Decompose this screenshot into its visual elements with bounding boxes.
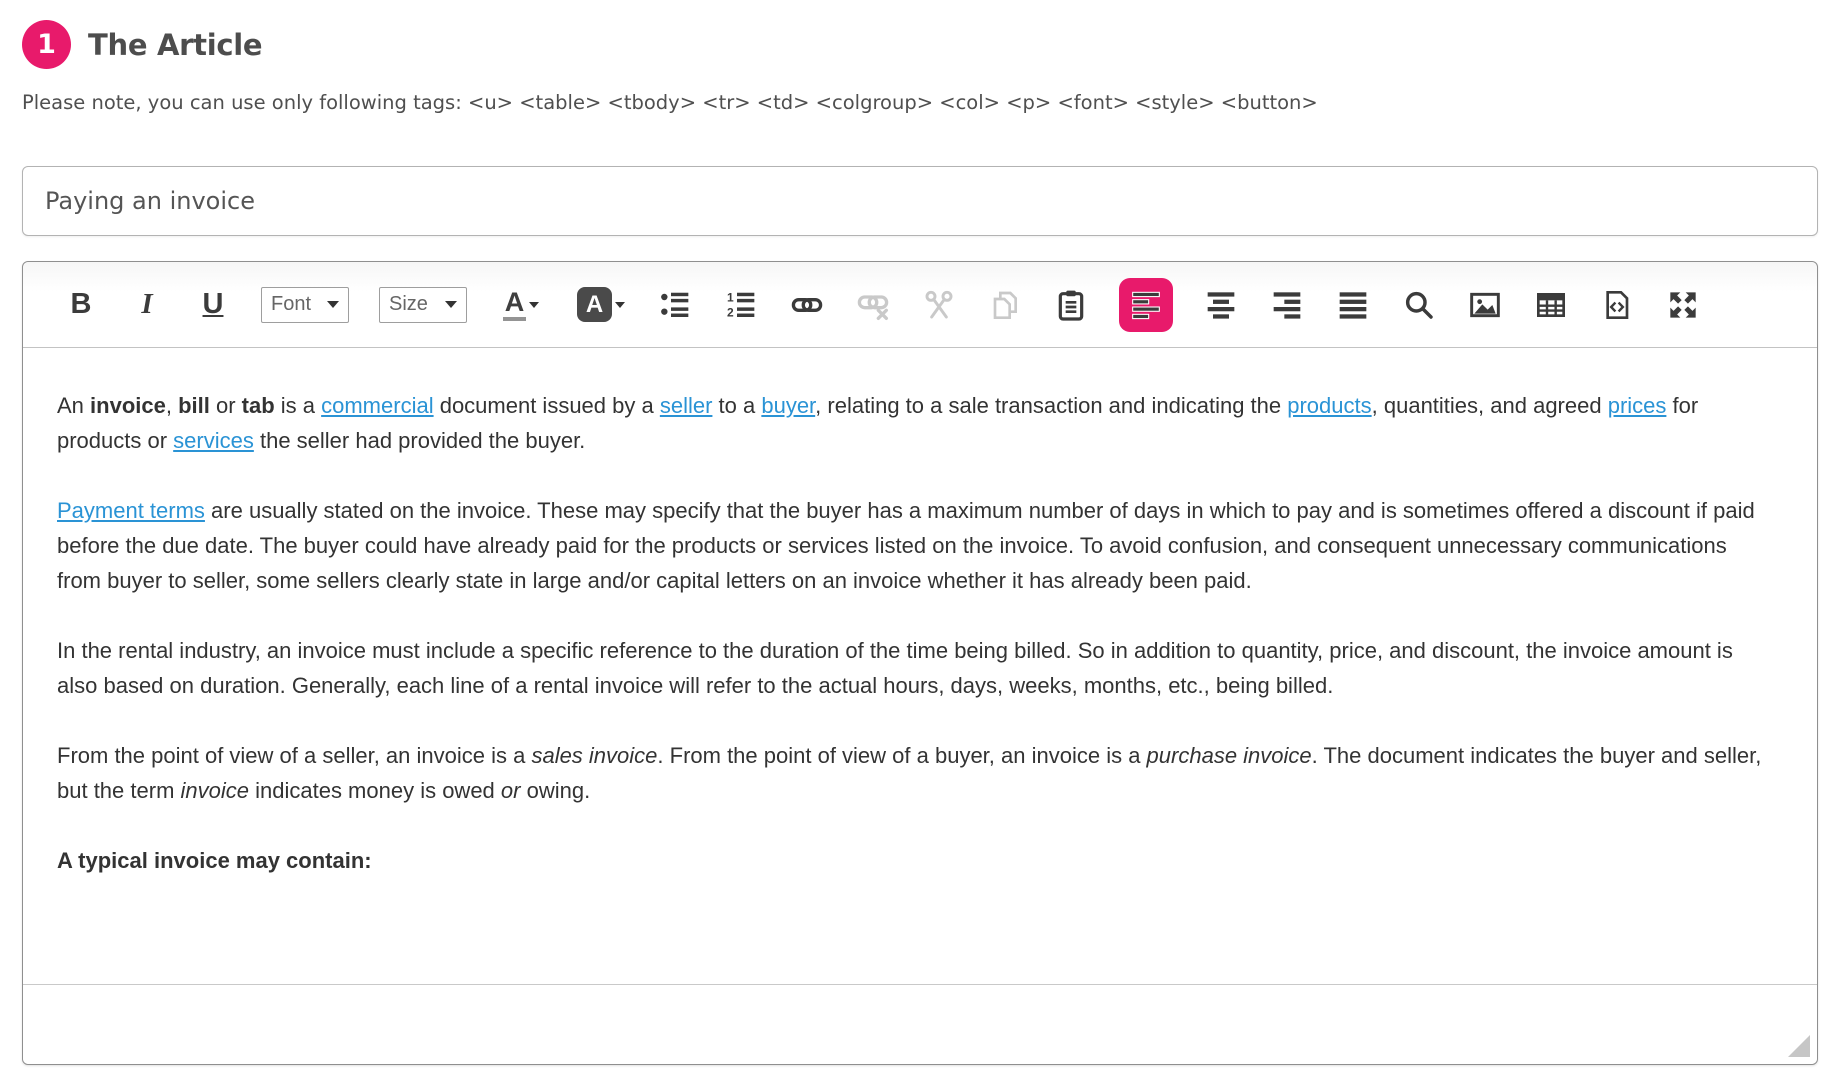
content-link[interactable]: services [173,428,254,453]
align-center-button[interactable] [1203,278,1239,332]
chevron-down-icon [615,302,625,308]
source-button[interactable] [1599,278,1635,332]
underline-icon: U [202,288,224,320]
align-center-icon [1205,289,1237,321]
paste-icon [1055,289,1087,321]
content-link[interactable]: buyer [761,393,816,418]
size-select-label: Size [389,293,428,315]
resize-handle-icon[interactable] [1788,1035,1810,1057]
paste-button[interactable] [1053,278,1089,332]
copy-icon [989,289,1021,321]
text-color-button[interactable] [497,278,545,332]
search-button[interactable] [1401,278,1437,332]
maximize-button[interactable] [1665,278,1701,332]
step-number-badge: 1 [22,20,71,69]
content-link[interactable]: products [1287,393,1372,418]
source-code-icon [1601,289,1633,321]
bulleted-list-icon [659,289,691,321]
editor-paragraph: From the point of view of a seller, an invoice is a sales invoice. From the point of view of a buyer, an invoice is a purchase invoice. The document indicates the buyer and seller, but the term invoice indicates money is owed or owing. [57,743,1762,803]
content-link[interactable]: seller [659,393,713,418]
numbered-list-icon [725,289,757,321]
chevron-down-icon [327,301,339,308]
background-color-button[interactable] [575,278,627,332]
text-color-icon: A [503,289,527,321]
font-select[interactable] [261,287,349,323]
align-left-icon [1130,289,1162,321]
cut-icon [923,289,955,321]
background-color-icon: A [577,287,612,322]
italic-icon: I [141,288,153,320]
editor-paragraph: A typical invoice may contain: [57,848,372,873]
content-link[interactable]: commercial [321,393,434,418]
align-right-button[interactable] [1269,278,1305,332]
unlink-button[interactable] [855,278,891,332]
editor-paragraph: In the rental industry, an invoice must include a specific reference to the duration of the time being billed. So in addition to quantity, price, and discount, the invoice amount is also based on duration. Generally, each line of a rental invoice will refer to the actual hours, days, weeks, months, etc., being billed. [57,638,1733,698]
link-button[interactable] [789,278,825,332]
justify-button[interactable] [1335,278,1371,332]
unlink-icon [857,289,889,321]
editor-paragraph: Payment terms are usually stated on the invoice. These may specify that the buyer has a maximum number of days in which to pay and is sometimes offered a discount if paid before the due date. The buyer could have already paid for the products or services listed on the invoice. To avoid confusion, and consequent unnecessary communications from buyer to seller, some sellers clearly state in large and/or capital letters on an invoice whether it has already been paid. [57,498,1755,593]
justify-icon [1337,289,1369,321]
table-button[interactable] [1533,278,1569,332]
table-icon [1535,289,1567,321]
align-right-icon [1271,289,1303,321]
editor-content[interactable] [23,348,1817,984]
rich-text-editor [22,261,1818,1065]
content-link[interactable]: Payment terms [57,498,205,523]
editor-paragraph: An invoice, bill or tab is a commercial document issued by a seller to a buyer, relating to a sale transaction and indicating the products, quantities, and agreed prices for products or services the seller had provided the buyer. [57,393,1699,453]
bold-button[interactable] [63,278,99,332]
page-header [22,20,1818,69]
svg-text:1: 1 [727,290,734,305]
italic-button[interactable] [129,278,165,332]
bold-icon: B [70,288,92,320]
chevron-down-icon [529,302,539,308]
allowed-tags-note: Please note, you can use only following tags: <u> <table> <tbody> <tr> <td> <colgroup> <col> <p> <font> <style> <button> [22,91,1318,114]
bulleted-list-button[interactable] [657,278,693,332]
search-icon [1403,289,1435,321]
editor-toolbar [23,262,1817,348]
maximize-icon [1667,289,1699,321]
size-select[interactable] [379,287,467,323]
chevron-down-icon [445,301,457,308]
article-title-input[interactable] [22,166,1818,236]
copy-button[interactable] [987,278,1023,332]
numbered-list-button[interactable] [723,278,759,332]
editor-bottom-bar [23,984,1817,1064]
cut-button[interactable] [921,278,957,332]
link-icon [791,289,823,321]
align-left-button[interactable] [1119,278,1173,332]
image-icon [1469,289,1501,321]
underline-button[interactable] [195,278,231,332]
svg-text:2: 2 [727,304,734,319]
content-link[interactable]: prices [1607,393,1667,418]
page-title: The Article [88,27,263,62]
image-button[interactable] [1467,278,1503,332]
font-select-label: Font [271,293,312,315]
